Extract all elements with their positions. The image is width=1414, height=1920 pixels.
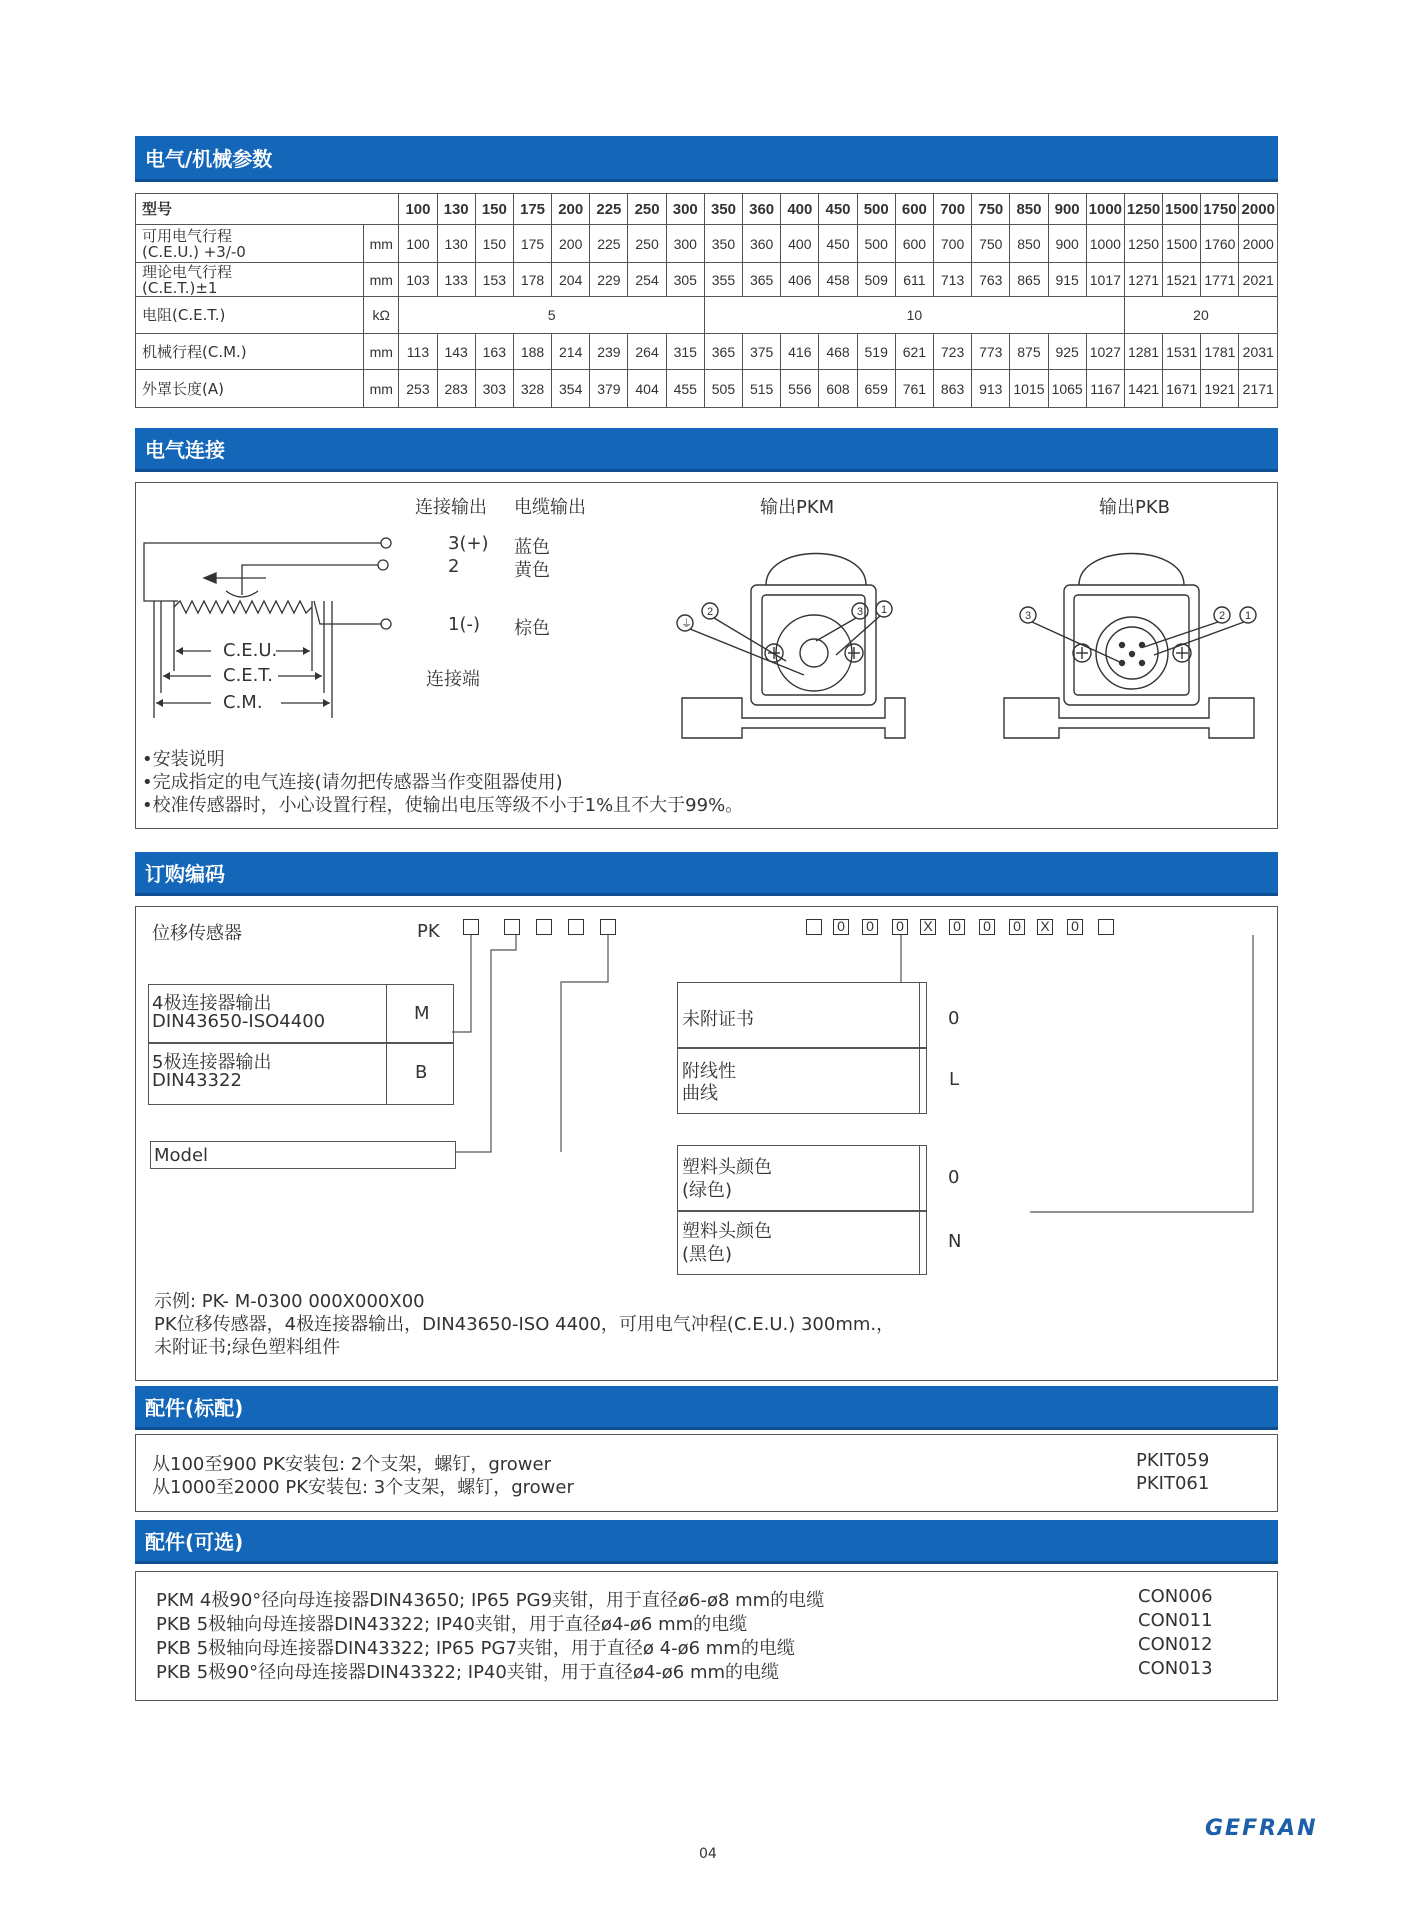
section-bar-connection (135, 428, 1278, 472)
example-line: 未附证书;绿色塑料组件 (154, 1337, 341, 1358)
pin-2-color: 黄色 (514, 560, 550, 581)
value-cell: 355 (704, 263, 742, 297)
model-cell: 100 (399, 194, 437, 225)
color-option-code: N (948, 1231, 962, 1252)
section-title: 订购编码 (145, 862, 225, 886)
dim-ceu: C.E.U. (223, 640, 278, 661)
tail-code-box: X (1037, 919, 1053, 935)
model-cell: 850 (1010, 194, 1048, 225)
acc-opt-desc: PKM 4极90°径向母连接器DIN43650; IP65 PG9夹钳，用于直径ø6-ø8 mm的电缆 (156, 1590, 825, 1611)
cert-option-code: L (949, 1069, 960, 1090)
value-cell: 659 (857, 370, 895, 408)
value-cell: 239 (590, 334, 628, 370)
section-bar-ordering (135, 852, 1278, 896)
tail-code-box: 0 (833, 919, 849, 935)
value-cell: 509 (857, 263, 895, 297)
cert-col (919, 982, 920, 1114)
resistance-cell: 20 (1124, 297, 1277, 334)
spec-row-resistance (136, 297, 1278, 334)
section-title: 电气连接 (145, 438, 225, 462)
tail-code-box: 0 (892, 919, 908, 935)
value-cell: 2171 (1239, 370, 1278, 408)
value-cell: 519 (857, 334, 895, 370)
cert-option-label: 曲线 (682, 1083, 718, 1104)
value-cell: 360 (743, 225, 781, 263)
value-cell: 1500 (1163, 225, 1201, 263)
dim-cet: C.E.T. (223, 665, 273, 686)
output-option-code: B (415, 1062, 428, 1083)
output-option-label: 5极连接器输出 (152, 1052, 272, 1073)
note-line: •安装说明 (142, 749, 225, 770)
value-cell: 113 (399, 334, 437, 370)
value-cell: 865 (1010, 263, 1048, 297)
value-cell: 1521 (1163, 263, 1201, 297)
resistance-cell: 10 (704, 297, 1124, 334)
model-cell: 360 (743, 194, 781, 225)
row-label: 电阻(C.E.T.) (136, 297, 364, 334)
value-cell: 253 (399, 370, 437, 408)
svg-text:3: 3 (857, 606, 864, 618)
value-cell: 225 (590, 225, 628, 263)
spec-table (135, 193, 1278, 408)
model-cell: 750 (972, 194, 1010, 225)
model-cell: 1250 (1124, 194, 1162, 225)
value-cell: 254 (628, 263, 666, 297)
value-cell: 178 (513, 263, 551, 297)
row-unit: mm (364, 225, 399, 263)
section-title: 配件(标配) (145, 1396, 244, 1420)
value-cell: 900 (1048, 225, 1086, 263)
model-cell: 250 (628, 194, 666, 225)
value-cell: 2021 (1239, 263, 1278, 297)
color-option-label: (绿色) (682, 1180, 733, 1201)
value-cell: 1017 (1086, 263, 1124, 297)
value-cell: 283 (437, 370, 475, 408)
row-label: 外罩长度(A) (136, 370, 364, 408)
value-cell: 1271 (1124, 263, 1162, 297)
value-cell: 515 (743, 370, 781, 408)
value-cell: 875 (1010, 334, 1048, 370)
brand-logo: GEFRAN (1205, 1816, 1318, 1841)
value-cell: 153 (475, 263, 513, 297)
model-cell: 200 (552, 194, 590, 225)
value-cell: 1421 (1124, 370, 1162, 408)
col-connector-title: 连接输出 (415, 497, 487, 518)
cert-option-label: 未附证书 (682, 1009, 754, 1030)
value-cell: 133 (437, 263, 475, 297)
svg-text:1: 1 (1245, 610, 1252, 622)
ordering-panel (135, 906, 1278, 1381)
spec-header-row (136, 194, 1278, 225)
value-cell: 103 (399, 263, 437, 297)
acc-std-desc: 从100至900 PK安装包: 2个支架，螺钉，grower (152, 1454, 551, 1475)
value-cell: 328 (513, 370, 551, 408)
pin-3: 3(+) (448, 533, 489, 554)
value-cell: 1015 (1010, 370, 1048, 408)
section-bar-acc-opt (135, 1520, 1278, 1564)
svg-text:⏚: ⏚ (681, 618, 692, 630)
value-cell: 713 (933, 263, 971, 297)
model-cell: 300 (666, 194, 704, 225)
value-cell: 350 (704, 225, 742, 263)
model-cell: 700 (933, 194, 971, 225)
model-label: 型号 (136, 194, 399, 225)
value-cell: 913 (972, 370, 1010, 408)
value-cell: 500 (857, 225, 895, 263)
value-cell: 863 (933, 370, 971, 408)
pkb-title: 输出PKB (1099, 497, 1171, 518)
pin-1: 1(-) (448, 614, 480, 635)
model-cell: 1500 (1163, 194, 1201, 225)
value-cell: 1781 (1201, 334, 1239, 370)
value-cell: 400 (781, 225, 819, 263)
model-cell: 2000 (1239, 194, 1278, 225)
code-prefix: PK (417, 921, 440, 942)
value-cell: 1027 (1086, 334, 1124, 370)
value-cell: 188 (513, 334, 551, 370)
value-cell: 1167 (1086, 370, 1124, 408)
model-cell: 400 (781, 194, 819, 225)
pkm-connector-drawing (666, 523, 926, 723)
value-cell: 915 (1048, 263, 1086, 297)
cert-option-label: 附线性 (682, 1061, 736, 1082)
value-cell: 611 (895, 263, 933, 297)
value-cell: 1000 (1086, 225, 1124, 263)
section-bar-acc-std (135, 1386, 1278, 1430)
value-cell: 1250 (1124, 225, 1162, 263)
value-cell: 556 (781, 370, 819, 408)
product-label: 位移传感器 (152, 923, 242, 944)
pkb-connector-drawing (1004, 523, 1264, 723)
spec-row (136, 225, 1278, 263)
value-cell: 761 (895, 370, 933, 408)
acc-std-desc: 从1000至2000 PK安装包: 3个支架，螺钉，grower (152, 1477, 574, 1498)
value-cell: 723 (933, 334, 971, 370)
value-cell: 600 (895, 225, 933, 263)
value-cell: 365 (704, 334, 742, 370)
value-cell: 1671 (1163, 370, 1201, 408)
value-cell: 300 (666, 225, 704, 263)
cert-divider (919, 982, 927, 1114)
section-bar-params (135, 136, 1278, 182)
row-label: 理论电气行程 (C.E.T.)±1 (136, 263, 364, 297)
tail-code-box: 0 (949, 919, 965, 935)
value-cell: 458 (819, 263, 857, 297)
value-cell: 621 (895, 334, 933, 370)
value-cell: 700 (933, 225, 971, 263)
spec-row (136, 263, 1278, 297)
value-cell: 264 (628, 334, 666, 370)
value-cell: 100 (399, 225, 437, 263)
pin-3-color: 蓝色 (514, 537, 550, 558)
value-cell: 505 (704, 370, 742, 408)
value-cell: 250 (628, 225, 666, 263)
model-cell: 450 (819, 194, 857, 225)
acc-std-code: PKIT059 (1136, 1450, 1210, 1471)
value-cell: 204 (552, 263, 590, 297)
section-title: 配件(可选) (145, 1530, 244, 1554)
model-label: Model (154, 1145, 209, 1166)
tail-code-box: 0 (862, 919, 878, 935)
acc-opt-code: CON006 (1138, 1586, 1213, 1607)
value-cell: 850 (1010, 225, 1048, 263)
col-cable-title: 电缆输出 (514, 497, 586, 518)
svg-text:1: 1 (881, 604, 888, 616)
value-cell: 354 (552, 370, 590, 408)
row-label: 可用电气行程 (C.E.U.) +3/-0 (136, 225, 364, 263)
acc-std-code: PKIT061 (1136, 1473, 1210, 1494)
section-title: 电气/机械参数 (145, 147, 273, 171)
value-cell: 416 (781, 334, 819, 370)
svg-text:2: 2 (707, 606, 714, 618)
resistance-cell: 5 (399, 297, 705, 334)
color-option-label: 塑料头颜色 (682, 1221, 772, 1242)
svg-text:2: 2 (1219, 610, 1226, 622)
value-cell: 468 (819, 334, 857, 370)
value-cell: 365 (743, 263, 781, 297)
value-cell: 2000 (1239, 225, 1278, 263)
value-cell: 150 (475, 225, 513, 263)
model-cell: 1000 (1086, 194, 1124, 225)
model-cell: 150 (475, 194, 513, 225)
value-cell: 1760 (1201, 225, 1239, 263)
model-cell: 175 (513, 194, 551, 225)
value-cell: 130 (437, 225, 475, 263)
model-cell: 350 (704, 194, 742, 225)
model-cell: 500 (857, 194, 895, 225)
acc-opt-code: CON011 (1138, 1610, 1213, 1631)
value-cell: 303 (475, 370, 513, 408)
note-line: •完成指定的电气连接(请勿把传感器当作变阻器使用) (142, 772, 563, 793)
value-cell: 175 (513, 225, 551, 263)
row-unit: mm (364, 370, 399, 408)
output-option-label: 4极连接器输出 (152, 993, 272, 1014)
svg-text:3: 3 (1025, 610, 1032, 622)
note-line: •校准传感器时，小心设置行程，使输出电压等级不小于1%且不大于99%。 (142, 795, 744, 816)
value-cell: 2031 (1239, 334, 1278, 370)
value-cell: 608 (819, 370, 857, 408)
value-cell: 925 (1048, 334, 1086, 370)
value-cell: 214 (552, 334, 590, 370)
terminal-label: 连接端 (426, 669, 480, 690)
cert-option-code: 0 (948, 1008, 960, 1029)
color-option-label: 塑料头颜色 (682, 1157, 772, 1178)
acc-opt-desc: PKB 5极90°径向母连接器DIN43322; IP40夹钳，用于直径ø4-ø6 mm的电缆 (156, 1662, 780, 1683)
row-unit: mm (364, 334, 399, 370)
row-label: 机械行程(C.M.) (136, 334, 364, 370)
value-cell: 163 (475, 334, 513, 370)
value-cell: 1281 (1124, 334, 1162, 370)
model-cell: 1750 (1201, 194, 1239, 225)
acc-opt-desc: PKB 5极轴向母连接器DIN43322; IP65 PG7夹钳，用于直径ø 4-ø6 mm的电缆 (156, 1638, 795, 1659)
value-cell: 773 (972, 334, 1010, 370)
tail-code-box: 0 (1067, 919, 1083, 935)
value-cell: 1771 (1201, 263, 1239, 297)
value-cell: 379 (590, 370, 628, 408)
value-cell: 1531 (1163, 334, 1201, 370)
value-cell: 200 (552, 225, 590, 263)
connection-panel (135, 482, 1278, 829)
model-cell: 225 (590, 194, 628, 225)
dim-cm: C.M. (223, 692, 263, 713)
value-cell: 763 (972, 263, 1010, 297)
output-option-label: DIN43322 (152, 1070, 242, 1091)
acc-optional-panel (135, 1571, 1278, 1701)
acc-opt-code: CON012 (1138, 1634, 1213, 1655)
example-line: 示例: PK- M-0300 000X000X00 (154, 1291, 425, 1312)
spec-row (136, 334, 1278, 370)
pin-2: 2 (448, 556, 460, 577)
color-option-label: (黑色) (682, 1244, 733, 1265)
value-cell: 229 (590, 263, 628, 297)
value-cell: 1921 (1201, 370, 1239, 408)
acc-standard-panel (135, 1434, 1278, 1512)
pin-1-color: 棕色 (514, 618, 550, 639)
tail-code-box: 0 (979, 919, 995, 935)
value-cell: 143 (437, 334, 475, 370)
page-number: 04 (699, 1846, 717, 1862)
acc-opt-desc: PKB 5极轴向母连接器DIN43322; IP40夹钳，用于直径ø4-ø6 mm的电缆 (156, 1614, 748, 1635)
example-line: PK位移传感器，4极连接器输出，DIN43650-ISO 4400，可用电气冲程(C.E.U.) 300mm.， (154, 1314, 895, 1335)
value-cell: 455 (666, 370, 704, 408)
value-cell: 315 (666, 334, 704, 370)
value-cell: 406 (781, 263, 819, 297)
color-col (919, 1145, 920, 1275)
wiring-schematic (136, 523, 466, 713)
output-option-code: M (414, 1003, 430, 1024)
value-cell: 1065 (1048, 370, 1086, 408)
value-cell: 404 (628, 370, 666, 408)
row-unit: mm (364, 263, 399, 297)
spec-row (136, 370, 1278, 408)
tail-code-box: 0 (1009, 919, 1025, 935)
color-option-code: 0 (948, 1167, 960, 1188)
tail-code-box: X (920, 919, 936, 935)
model-cell: 130 (437, 194, 475, 225)
value-cell: 305 (666, 263, 704, 297)
model-cell: 600 (895, 194, 933, 225)
model-cell: 900 (1048, 194, 1086, 225)
row-unit: kΩ (364, 297, 399, 334)
output-option-label: DIN43650-ISO4400 (152, 1011, 326, 1032)
value-cell: 450 (819, 225, 857, 263)
value-cell: 375 (743, 334, 781, 370)
acc-opt-code: CON013 (1138, 1658, 1213, 1679)
value-cell: 750 (972, 225, 1010, 263)
pkm-title: 输出PKM (760, 497, 835, 518)
